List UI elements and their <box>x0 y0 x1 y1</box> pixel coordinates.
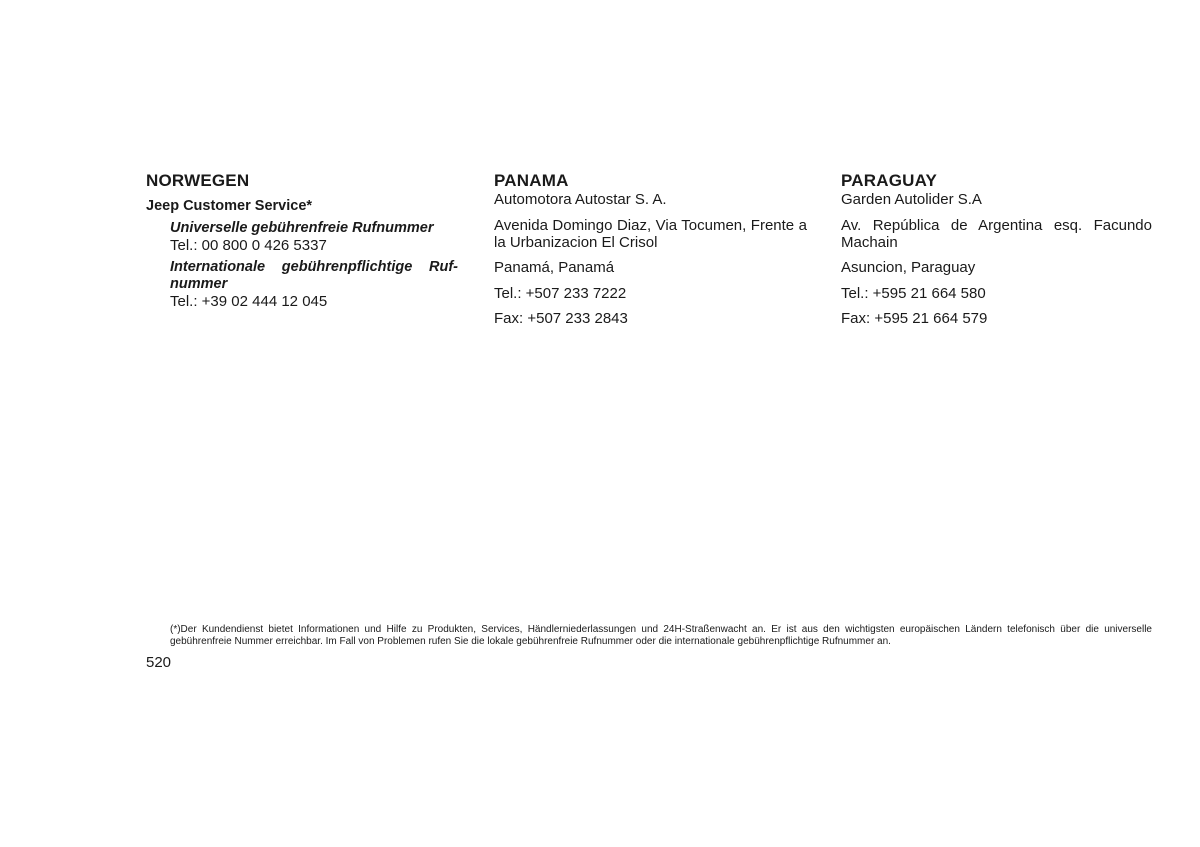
address-line1-paraguay: Av. República de Argentina esq. Facundo <box>841 216 1152 234</box>
toll-free-block <box>170 220 458 254</box>
address-line1-panama: Avenida Domingo Diaz, Via Tocumen, Frente a <box>494 216 807 234</box>
dealer-phone-paraguay: Tel.: +595 21 664 580 <box>841 284 986 302</box>
dealer-fax-panama: Fax: +507 233 2843 <box>494 310 628 327</box>
international-phone: Tel.: +39 02 444 12 045 <box>170 293 328 310</box>
dealer-address-panama <box>494 217 807 251</box>
international-heading-line2: nummer <box>170 276 228 292</box>
page-number: 520 <box>146 654 172 671</box>
service-name: Jeep Customer Service* <box>146 198 313 214</box>
country-heading-norway: NORWEGEN <box>146 171 250 190</box>
toll-free-phone: Tel.: 00 800 0 426 5337 <box>170 237 327 254</box>
service-contacts <box>170 220 458 310</box>
address-line2-panama: la Urbanizacion El Crisol <box>494 233 658 251</box>
address-line2-paraguay: Machain <box>841 233 898 251</box>
toll-free-heading: Universelle gebührenfreie Rufnummer <box>170 220 434 236</box>
international-block <box>170 259 458 310</box>
dealer-name-paraguay: Garden Autolider S.A <box>841 191 982 208</box>
dealer-fax-paraguay: Fax: +595 21 664 579 <box>841 310 988 327</box>
dealer-phone-panama: Tel.: +507 233 7222 <box>494 284 627 302</box>
country-heading-panama: PANAMA <box>494 171 569 190</box>
footnote: (*)Der Kundendienst bietet Informationen und Hilfe zu Produkten, Services, Händlerniederlassungen und 24H-Straßenwacht an. Er ist aus den wichtigsten europäischen Ländern telefonisch über die universelle gebührenfreie Nummer erreichbar. Im Fall von Problemen rufen Sie die lokale gebührenfreie Rufnummer oder die internationale gebührenpflichtige Rufnummer an. <box>170 624 1152 647</box>
column-panama <box>494 171 807 336</box>
column-norway <box>146 171 458 315</box>
column-paraguay <box>841 171 1152 336</box>
international-heading-line1: Internationale gebührenpflichtige Ruf- <box>170 259 458 275</box>
dealer-city-panama: Panamá, Panamá <box>494 259 615 276</box>
country-heading-paraguay: PARAGUAY <box>841 171 938 190</box>
dealer-city-paraguay: Asuncion, Paraguay <box>841 259 976 276</box>
dealer-name-panama: Automotora Autostar S. A. <box>494 191 667 208</box>
dealer-address-paraguay <box>841 217 1152 251</box>
